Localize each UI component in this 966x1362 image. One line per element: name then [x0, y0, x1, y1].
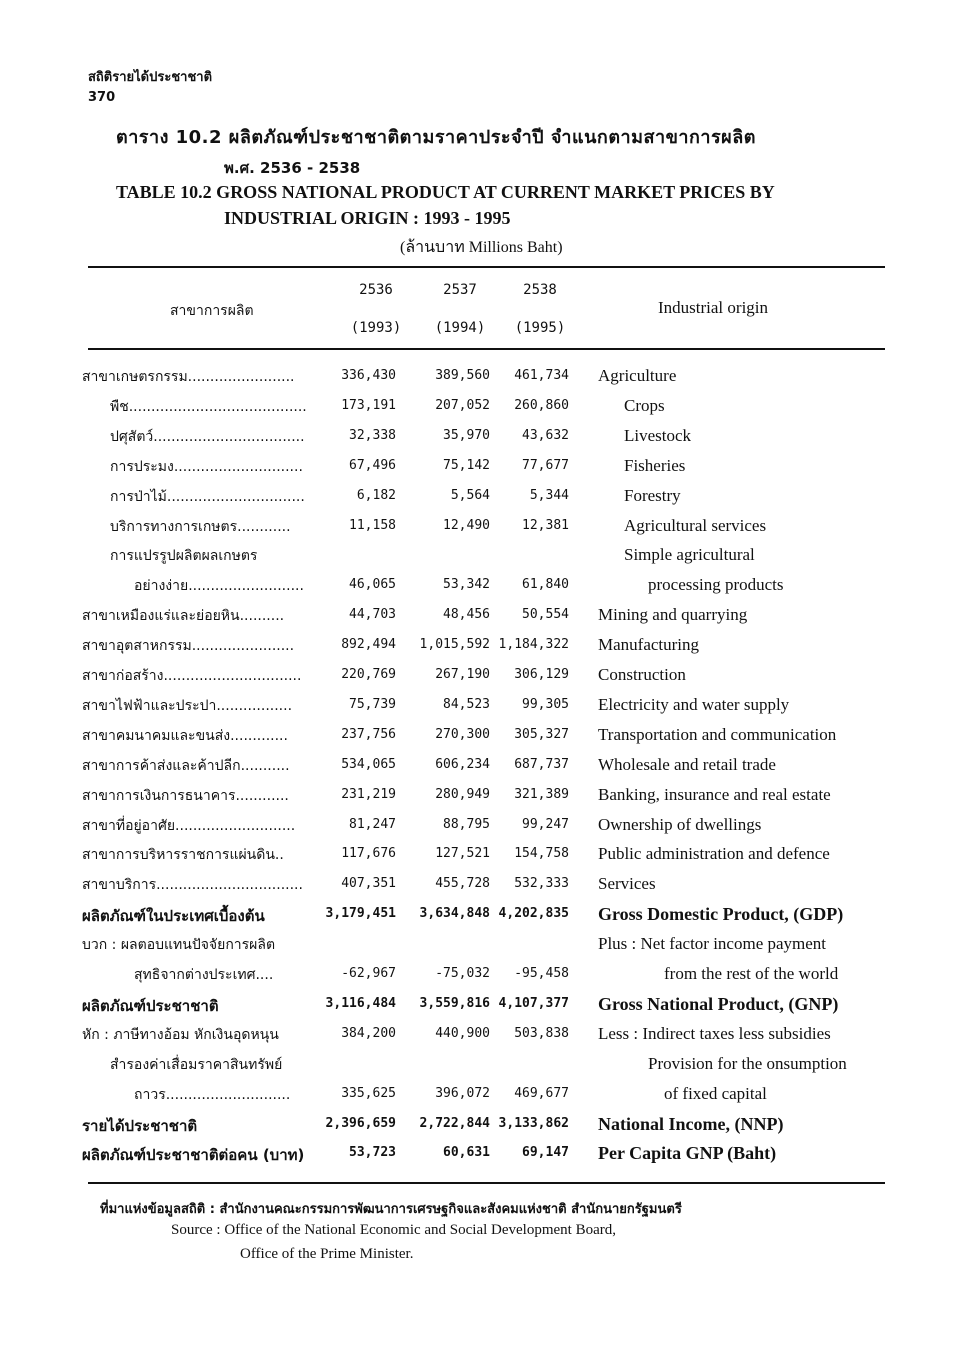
row-label-english: Per Capita GNP (Baht): [598, 1143, 777, 1164]
table-row: [0, 456, 966, 486]
row-label-english: Banking, insurance and real estate: [598, 784, 831, 804]
row-label-english: Simple agricultural: [624, 545, 755, 565]
value-cell: 12,490: [443, 517, 490, 533]
row-label-english: Manufacturing: [598, 635, 700, 655]
value-cell: 60,631: [443, 1145, 490, 1161]
row-label-thai: สาขาไฟฟ้าและประปา.................: [82, 697, 293, 714]
value-cell: 75,739: [349, 696, 396, 712]
value-cell: 3,634,848: [419, 906, 490, 922]
row-label-thai: สำรองค่าเสื่อมราคาสินทรัพย์: [110, 1056, 283, 1073]
value-cell: 77,677: [522, 457, 569, 473]
row-label-english: Fisheries: [624, 455, 686, 475]
table-row: [0, 366, 966, 396]
value-cell: -95,458: [514, 966, 569, 981]
value-cell: 440,900: [435, 1025, 490, 1041]
row-label-english: Electricity and water supply: [598, 694, 790, 714]
table-row: [0, 1114, 966, 1144]
value-cell: 46,065: [349, 577, 396, 593]
row-label-thai: ผลิตภัณฑ์ประชาชาติ: [82, 996, 219, 1015]
table-row: [0, 815, 966, 845]
row-label-thai: สาขาที่อยู่อาศัย...........................: [82, 817, 296, 834]
value-cell: 32,338: [349, 427, 396, 443]
row-label-english: Services: [598, 874, 656, 894]
row-label-english: Agriculture: [598, 366, 677, 385]
table-row: [0, 755, 966, 785]
value-cell: 48,456: [443, 607, 490, 623]
value-cell: 12,381: [522, 517, 569, 533]
value-cell: 687,737: [514, 756, 569, 772]
row-label-english: Less : Indirect taxes less subsidies: [598, 1023, 831, 1043]
row-label-thai: สาขาเกษตรกรรม........................: [82, 369, 295, 385]
row-label-english: Ownership of dwellings: [598, 814, 762, 834]
table-row: [0, 575, 966, 605]
value-cell: 61,840: [522, 577, 569, 593]
value-cell: -75,032: [435, 966, 490, 981]
value-cell: 4,107,377: [498, 995, 569, 1011]
value-cell: 1,184,322: [498, 637, 569, 653]
value-cell: 260,860: [514, 397, 569, 413]
row-label-thai: การประมง.............................: [110, 458, 303, 475]
row-label-english: Public administration and defence: [598, 844, 830, 864]
table-row: [0, 904, 966, 934]
value-cell: 5,564: [450, 487, 490, 503]
value-cell: 267,190: [435, 667, 490, 682]
table-row: [0, 1084, 966, 1114]
year-ce-header: (1993): [350, 320, 402, 336]
value-cell: -62,967: [341, 966, 396, 981]
value-cell: 407,351: [341, 876, 396, 892]
row-label-english: Wholesale and retail trade: [598, 754, 776, 774]
row-label-thai: รายได้ประชาชาติ: [82, 1116, 198, 1135]
table-row: [0, 605, 966, 635]
year-be-header: 2536: [359, 282, 393, 298]
value-cell: 606,234: [435, 756, 490, 772]
row-label-english: Forestry: [624, 485, 681, 505]
value-cell: 5,344: [529, 487, 569, 503]
value-cell: 384,200: [341, 1025, 396, 1041]
value-cell: 534,065: [341, 756, 396, 772]
value-cell: 69,147: [522, 1145, 569, 1161]
row-label-thai: สาขาคมนาคมและขนส่ง.............: [82, 727, 288, 744]
row-label-english: Construction: [598, 665, 686, 684]
value-cell: 2,396,659: [325, 1115, 396, 1131]
value-cell: 270,300: [435, 726, 490, 742]
table-row: [0, 516, 966, 546]
value-cell: 321,389: [514, 786, 569, 802]
row-label-english: Plus : Net factor income payment: [598, 934, 827, 954]
row-label-thai: สาขาการเงินการธนาคาร............: [82, 787, 289, 804]
row-label-english: Provision for the onsumption: [648, 1053, 847, 1073]
value-cell: 99,247: [522, 816, 569, 832]
row-label-thai: สาขาเหมืองแร่และย่อยหิน..........: [82, 608, 285, 625]
value-cell: 469,677: [514, 1085, 569, 1101]
table-row: [0, 486, 966, 516]
row-label-thai: บริการทางการเกษตร............: [110, 518, 291, 535]
row-label-english: Mining and quarrying: [598, 605, 748, 625]
table-row: [0, 844, 966, 874]
value-cell: 75,142: [443, 457, 490, 473]
value-cell: 455,728: [435, 876, 490, 892]
value-cell: 44,703: [349, 607, 396, 623]
value-cell: 88,795: [443, 816, 490, 832]
table-top-rule: [88, 266, 885, 268]
value-cell: 389,560: [435, 368, 490, 383]
value-cell: 154,758: [514, 846, 569, 862]
value-cell: 35,970: [443, 427, 490, 443]
row-label-english: Agricultural services: [624, 515, 767, 535]
table-row: [0, 426, 966, 456]
value-cell: 99,305: [522, 696, 569, 712]
table-title-english-2: INDUSTRIAL ORIGIN : 1993 - 1995: [224, 208, 511, 228]
row-label-english: Transportation and communication: [598, 724, 837, 744]
value-cell: 67,496: [349, 457, 396, 473]
value-cell: 336,430: [341, 368, 396, 383]
value-cell: 532,333: [514, 876, 569, 892]
value-cell: 237,756: [341, 726, 396, 742]
value-cell: 503,838: [514, 1025, 569, 1041]
year-be-header: 2537: [443, 282, 477, 298]
row-label-thai: พืช........................................: [110, 398, 307, 415]
value-cell: 2,722,844: [419, 1115, 490, 1131]
value-cell: 306,129: [514, 667, 569, 682]
year-ce-header: (1994): [434, 320, 486, 336]
row-label-thai: ถาวร............................: [134, 1086, 291, 1103]
value-cell: 117,676: [341, 846, 396, 862]
row-label-english: Gross National Product, (GNP): [598, 993, 839, 1014]
row-label-thai: สาขาการบริหารราชการแผ่นดิน..: [82, 847, 284, 864]
row-label-thai: ผลิตภัณฑ์ประชาชาติต่อคน (บาท): [82, 1146, 305, 1165]
table-row: [0, 874, 966, 904]
table-row: [0, 934, 966, 964]
table-row: [0, 545, 966, 575]
value-cell: 43,632: [522, 427, 569, 443]
unit-note: (ล้านบาท Millions Baht): [400, 239, 563, 256]
value-cell: 3,116,484: [325, 995, 396, 1011]
source-english: Source : Office of the National Economic and Social Development Board,: [171, 1222, 617, 1238]
row-label-thai: บวก : ผลตอบแทนปัจจัยการผลิต: [82, 937, 276, 954]
row-label-thai: สุทธิจากต่างประเทศ....: [134, 967, 274, 983]
table-title-thai-years: พ.ศ. 2536 - 2538: [224, 159, 361, 177]
value-cell: 305,327: [514, 726, 569, 742]
source-english-2: Office of the Prime Minister.: [240, 1246, 414, 1262]
table-row: [0, 396, 966, 426]
table-row: [0, 725, 966, 755]
table-row: [0, 665, 966, 695]
page-number: 370: [88, 90, 116, 105]
source-thai: ที่มาแห่งข้อมูลสถิติ : สำนักงานคณะกรรมการพัฒนาการเศรษฐกิจและสังคมแห่งชาติ สำนักนายกรัฐมนตรี: [100, 1202, 682, 1217]
row-label-thai: ผลิตภัณฑ์ในประเทศเบื้องต้น: [82, 907, 265, 926]
value-cell: 3,179,451: [325, 906, 396, 922]
table-title-english: TABLE 10.2 GROSS NATIONAL PRODUCT AT CURRENT MARKET PRICES BY: [116, 182, 775, 202]
row-label-thai: สาขาการค้าส่งและค้าปลีก...........: [82, 757, 290, 774]
value-cell: 81,247: [349, 816, 396, 832]
row-label-thai: การแปรรูปผลิตผลเกษตร: [110, 548, 258, 565]
table-row: [0, 964, 966, 994]
value-cell: 220,769: [341, 667, 396, 682]
table-row: [0, 994, 966, 1024]
year-ce-header: (1995): [514, 320, 566, 336]
row-label-english: from the rest of the world: [664, 964, 839, 983]
value-cell: 335,625: [341, 1085, 396, 1101]
row-label-thai: สาขาอุตสาหกรรม.......................: [82, 638, 295, 655]
row-label-english: National Income, (NNP): [598, 1113, 784, 1134]
value-cell: 231,219: [341, 786, 396, 802]
value-cell: 280,949: [435, 786, 490, 802]
row-label-thai: สาขาบริการ.................................: [82, 877, 303, 894]
value-cell: 84,523: [443, 696, 490, 712]
value-cell: 4,202,835: [498, 906, 569, 922]
value-cell: 461,734: [514, 368, 569, 383]
table-bottom-rule: [88, 1182, 885, 1184]
table-row: [0, 1054, 966, 1084]
value-cell: 11,158: [349, 517, 396, 533]
row-label-english: of fixed capital: [664, 1083, 767, 1103]
value-cell: 50,554: [522, 607, 569, 623]
row-label-english: processing products: [648, 575, 784, 595]
row-label-thai: ปศุสัตว์..................................: [110, 428, 305, 445]
value-cell: 6,182: [356, 487, 396, 503]
row-label-english: Crops: [624, 395, 665, 415]
value-cell: 53,342: [443, 577, 490, 593]
row-label-thai: หัก : ภาษีทางอ้อม หักเงินอุดหนุน: [82, 1026, 279, 1043]
row-label-thai: สาขาก่อสร้าง...............................: [82, 668, 302, 684]
english-column-header: Industrial origin: [658, 298, 769, 317]
running-header: สถิติรายได้ประชาชาติ: [88, 70, 213, 85]
value-cell: 173,191: [341, 397, 396, 413]
value-cell: 892,494: [341, 637, 396, 653]
value-cell: 3,559,816: [419, 995, 490, 1011]
value-cell: 3,133,862: [498, 1115, 569, 1131]
year-be-header: 2538: [523, 282, 557, 298]
row-label-thai: อย่างง่าย..........................: [134, 578, 304, 595]
row-label-thai: การป่าไม้...............................: [110, 488, 305, 505]
table-row: [0, 635, 966, 665]
table-row: [0, 785, 966, 815]
table-row: [0, 1024, 966, 1054]
value-cell: 127,521: [435, 846, 490, 862]
row-label-english: Livestock: [624, 425, 692, 445]
table-row: [0, 1143, 966, 1173]
value-cell: 53,723: [349, 1145, 396, 1161]
table-title-thai: ตาราง 10.2 ผลิตภัณฑ์ประชาชาติตามราคาประจำปี จำแนกตามสาขาการผลิต: [116, 127, 756, 148]
thai-column-header: สาขาการผลิต: [170, 303, 254, 319]
value-cell: 1,015,592: [419, 637, 490, 653]
row-label-english: Gross Domestic Product, (GDP): [598, 904, 844, 925]
value-cell: 396,072: [435, 1085, 490, 1101]
header-bottom-rule: [88, 348, 885, 350]
value-cell: 207,052: [435, 397, 490, 413]
table-row: [0, 695, 966, 725]
